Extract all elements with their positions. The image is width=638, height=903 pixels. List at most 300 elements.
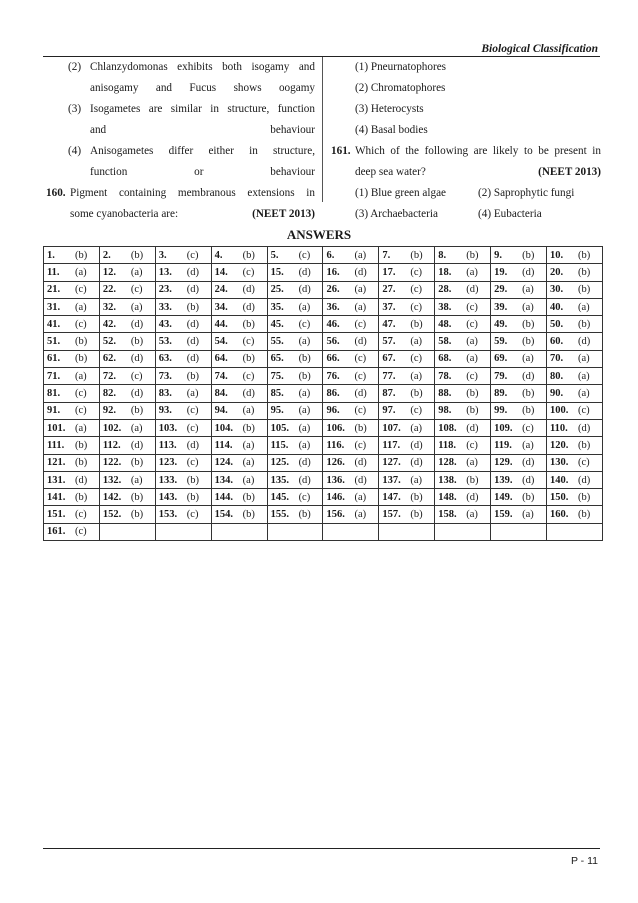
question-number: 111. bbox=[47, 439, 65, 451]
answer-option: (c) bbox=[410, 284, 422, 296]
question-number: 93. bbox=[158, 405, 172, 417]
question-number: 14. bbox=[214, 266, 228, 278]
answer-cell bbox=[435, 385, 491, 402]
answer-cell bbox=[155, 316, 211, 333]
answer-cell bbox=[547, 471, 603, 488]
answer-cell bbox=[547, 454, 603, 471]
answer-option: (b) bbox=[242, 249, 255, 261]
answer-cell bbox=[99, 419, 155, 436]
answer-cell bbox=[267, 368, 323, 385]
answer-option: (b) bbox=[298, 509, 311, 521]
answer-option: (a) bbox=[75, 266, 87, 278]
answer-cell bbox=[155, 264, 211, 281]
answer-cell bbox=[435, 402, 491, 419]
answer-cell bbox=[323, 385, 379, 402]
question-number: 82. bbox=[102, 388, 117, 400]
answer-option: (a) bbox=[578, 301, 590, 313]
answer-option: (b) bbox=[578, 266, 591, 278]
answer-cell bbox=[547, 247, 603, 264]
question-number: 17. bbox=[382, 266, 396, 278]
answer-option: (a) bbox=[466, 336, 478, 348]
question-number: 1. bbox=[47, 249, 55, 261]
question-number: 41. bbox=[47, 318, 61, 330]
answer-cell bbox=[435, 506, 491, 523]
answer-cell bbox=[547, 402, 603, 419]
question-number: 72. bbox=[102, 370, 117, 382]
question-number: 129. bbox=[494, 457, 513, 469]
question-number: 81. bbox=[47, 388, 61, 400]
table-row bbox=[44, 454, 603, 471]
question-number: 117. bbox=[382, 439, 401, 451]
answer-option: (d) bbox=[522, 370, 535, 382]
answer-option: (a) bbox=[242, 474, 255, 486]
answer-option: (a) bbox=[298, 301, 311, 313]
question-number: 94. bbox=[214, 405, 228, 417]
answer-option: (b) bbox=[410, 509, 423, 521]
question-number: 52. bbox=[102, 336, 117, 348]
answer-option: (b) bbox=[186, 474, 200, 486]
answer-option: (b) bbox=[578, 509, 591, 521]
answer-cell bbox=[44, 281, 100, 298]
answer-cell bbox=[99, 333, 155, 350]
option-row: (3) Archaebacteria (4) Eubacteria bbox=[355, 208, 542, 220]
answer-cell bbox=[44, 385, 100, 402]
question-number: 71. bbox=[47, 370, 61, 382]
answer-option: (b) bbox=[75, 439, 88, 451]
question-number: 12. bbox=[102, 266, 117, 278]
answer-cell bbox=[435, 333, 491, 350]
question-number: 56. bbox=[326, 336, 340, 348]
question-number: 36. bbox=[326, 301, 340, 313]
answer-cell bbox=[435, 368, 491, 385]
answer-option: (d) bbox=[298, 474, 311, 486]
answer-option: (a) bbox=[130, 266, 143, 278]
question-number: 86. bbox=[326, 388, 340, 400]
answer-cell bbox=[547, 316, 603, 333]
question-number: 31. bbox=[47, 301, 61, 313]
answer-cell bbox=[323, 350, 379, 367]
question-number: 106. bbox=[326, 422, 345, 434]
answer-cell bbox=[99, 454, 155, 471]
question-number: 158. bbox=[438, 509, 457, 521]
question-number: 35. bbox=[270, 301, 284, 313]
answer-cell bbox=[323, 523, 379, 540]
answer-option: (b) bbox=[522, 249, 535, 261]
answers-heading: ANSWERS bbox=[286, 227, 352, 242]
question-number: 104. bbox=[214, 422, 234, 434]
question-number: 155. bbox=[270, 509, 289, 521]
question-number: 70. bbox=[550, 353, 564, 365]
answer-cell bbox=[44, 333, 100, 350]
footer-rule bbox=[43, 848, 600, 849]
question-number: 161. bbox=[47, 526, 66, 538]
question-number: 97. bbox=[382, 405, 396, 417]
answer-cell bbox=[379, 368, 435, 385]
question-number: 115. bbox=[270, 439, 289, 451]
answer-option: (a) bbox=[242, 457, 255, 469]
answer-option: (b) bbox=[466, 388, 479, 400]
answer-cell bbox=[211, 523, 267, 540]
answer-option: (d) bbox=[354, 457, 367, 469]
answer-option: (a) bbox=[298, 439, 311, 451]
answer-option: (b) bbox=[578, 284, 591, 296]
answer-cell bbox=[267, 506, 323, 523]
question-number: 61. bbox=[47, 353, 61, 365]
answer-option: (c) bbox=[130, 284, 143, 296]
answer-cell bbox=[99, 316, 155, 333]
answer-option: (c) bbox=[75, 509, 87, 521]
answer-cell bbox=[44, 368, 100, 385]
question-number: 24. bbox=[214, 284, 228, 296]
question-number: 105. bbox=[270, 422, 289, 434]
answer-cell bbox=[211, 437, 267, 454]
answer-option: (d) bbox=[522, 457, 535, 469]
answer-option: (b) bbox=[410, 318, 423, 330]
answer-cell bbox=[44, 523, 100, 540]
option-3: (3) Heterocysts bbox=[355, 103, 424, 115]
answer-cell bbox=[155, 247, 211, 264]
answer-cell bbox=[491, 489, 547, 506]
answer-cell bbox=[44, 419, 100, 436]
answer-option: (c) bbox=[75, 318, 87, 330]
answer-option: (d) bbox=[186, 284, 200, 296]
answer-cell bbox=[491, 471, 547, 488]
answer-cell bbox=[267, 437, 323, 454]
answer-cell bbox=[44, 316, 100, 333]
answer-option: (d) bbox=[242, 301, 255, 313]
question-number: 136. bbox=[326, 474, 345, 486]
table-row bbox=[44, 385, 603, 402]
answer-cell bbox=[267, 298, 323, 315]
question-number: 99. bbox=[494, 405, 508, 417]
answer-cell bbox=[547, 368, 603, 385]
answer-cell bbox=[491, 298, 547, 315]
question-number: 141. bbox=[47, 491, 66, 503]
answer-cell bbox=[379, 385, 435, 402]
question-number: 100. bbox=[550, 405, 569, 417]
answer-option: (d) bbox=[354, 266, 367, 278]
answer-option: (a) bbox=[354, 284, 367, 296]
question-number: 118. bbox=[438, 439, 457, 451]
answer-option: (d) bbox=[466, 422, 479, 434]
answer-option: (a) bbox=[410, 370, 422, 382]
answer-cell bbox=[267, 523, 323, 540]
answer-cell bbox=[211, 402, 267, 419]
question-number: 143. bbox=[158, 491, 178, 503]
answer-cell bbox=[211, 264, 267, 281]
answer-cell bbox=[99, 523, 155, 540]
question-number: 5. bbox=[270, 249, 279, 261]
question-number: 91. bbox=[47, 405, 61, 417]
answer-option: (b) bbox=[130, 336, 144, 348]
answer-option: (b) bbox=[522, 336, 535, 348]
answer-cell bbox=[155, 523, 211, 540]
answer-cell bbox=[323, 281, 379, 298]
answer-option: (c) bbox=[466, 301, 478, 313]
question-number: 28. bbox=[438, 284, 452, 296]
answer-cell bbox=[379, 247, 435, 264]
answer-cell bbox=[379, 437, 435, 454]
answer-option: (c) bbox=[298, 318, 311, 330]
answer-cell bbox=[491, 316, 547, 333]
answer-option: (b) bbox=[75, 491, 88, 503]
column-divider bbox=[322, 57, 323, 202]
question-number: 103. bbox=[158, 422, 178, 434]
answer-cell bbox=[211, 471, 267, 488]
answer-option: (b) bbox=[186, 301, 200, 313]
answer-option: (c) bbox=[75, 526, 87, 538]
table-row bbox=[44, 506, 603, 523]
answer-cell bbox=[267, 281, 323, 298]
answer-cell bbox=[211, 454, 267, 471]
table-row bbox=[44, 281, 603, 298]
question-number: 25. bbox=[270, 284, 284, 296]
answer-cell bbox=[99, 437, 155, 454]
option-2: (2) Chromatophores bbox=[355, 82, 446, 94]
answer-cell bbox=[379, 454, 435, 471]
question-number: 77. bbox=[382, 370, 396, 382]
answer-cell bbox=[99, 298, 155, 315]
answer-cell bbox=[491, 247, 547, 264]
question-number: 49. bbox=[494, 318, 508, 330]
question-number: 6. bbox=[326, 249, 335, 261]
question-number: 50. bbox=[550, 318, 564, 330]
question-number: 73. bbox=[158, 370, 172, 382]
question-number: 84. bbox=[214, 388, 228, 400]
answer-option: (b) bbox=[578, 439, 591, 451]
answer-cell bbox=[99, 247, 155, 264]
left-column bbox=[46, 57, 315, 225]
answer-cell bbox=[323, 368, 379, 385]
question-number: 137. bbox=[382, 474, 401, 486]
answer-option: (d) bbox=[130, 439, 144, 451]
answer-cell bbox=[379, 523, 435, 540]
answer-option: (d) bbox=[130, 353, 144, 365]
answer-cell bbox=[99, 506, 155, 523]
question-number: 95. bbox=[270, 405, 284, 417]
answer-option: (b) bbox=[354, 422, 367, 434]
answer-option: (a) bbox=[298, 388, 311, 400]
answer-cell bbox=[323, 437, 379, 454]
answer-option: (b) bbox=[75, 249, 88, 261]
answer-cell bbox=[99, 350, 155, 367]
question-number: 108. bbox=[438, 422, 457, 434]
question-number: 128. bbox=[438, 457, 457, 469]
question-number: 114. bbox=[214, 439, 233, 451]
answer-cell bbox=[547, 489, 603, 506]
answer-option: (c) bbox=[242, 336, 255, 348]
answer-cell bbox=[267, 264, 323, 281]
answer-cell bbox=[435, 247, 491, 264]
answer-cell bbox=[379, 350, 435, 367]
question-number: 109. bbox=[494, 422, 513, 434]
answer-cell bbox=[491, 523, 547, 540]
answer-cell bbox=[547, 333, 603, 350]
answer-cell bbox=[44, 402, 100, 419]
question-160: 160. Pigment containing membranous extensions in some cyanobacteria are: (NEET 2013) bbox=[46, 183, 315, 225]
answer-cell bbox=[155, 419, 211, 436]
question-number: 125. bbox=[270, 457, 289, 469]
question-number: 60. bbox=[550, 336, 564, 348]
answer-option: (b) bbox=[186, 370, 200, 382]
answer-option: (b) bbox=[298, 353, 311, 365]
answer-cell bbox=[155, 437, 211, 454]
answer-option: (c) bbox=[578, 405, 590, 417]
answer-option: (a) bbox=[354, 509, 367, 521]
question-number: 80. bbox=[550, 370, 564, 382]
question-number: 13. bbox=[158, 266, 172, 278]
table-row bbox=[44, 298, 603, 315]
answer-option: (a) bbox=[186, 388, 199, 400]
question-number: 11. bbox=[47, 266, 60, 278]
question-number: 3. bbox=[158, 249, 167, 261]
answer-option: (b) bbox=[410, 388, 423, 400]
answer-option: (a) bbox=[466, 509, 478, 521]
answer-cell bbox=[379, 281, 435, 298]
question-number: 66. bbox=[326, 353, 340, 365]
answer-cell bbox=[491, 350, 547, 367]
answer-cell bbox=[44, 489, 100, 506]
question-number: 138. bbox=[438, 474, 457, 486]
question-number: 32. bbox=[102, 301, 117, 313]
answer-cell bbox=[211, 506, 267, 523]
page-number: P - 11 bbox=[570, 855, 598, 867]
answer-cell bbox=[211, 385, 267, 402]
answer-option: (b) bbox=[522, 405, 535, 417]
answer-cell bbox=[491, 281, 547, 298]
answer-option: (c) bbox=[186, 509, 199, 521]
answer-option: (d) bbox=[522, 474, 535, 486]
question-number: 43. bbox=[158, 318, 172, 330]
answer-cell bbox=[379, 489, 435, 506]
answer-option: (a) bbox=[242, 439, 255, 451]
answer-cell bbox=[155, 402, 211, 419]
table-row bbox=[44, 316, 603, 333]
question-number: 107. bbox=[382, 422, 401, 434]
answer-option: (c) bbox=[298, 491, 311, 503]
answer-cell bbox=[435, 350, 491, 367]
answer-option: (b) bbox=[522, 388, 535, 400]
answer-option: (d) bbox=[186, 353, 200, 365]
answer-option: (b) bbox=[578, 318, 591, 330]
question-number: 140. bbox=[550, 474, 569, 486]
answer-option: (a) bbox=[466, 457, 478, 469]
question-number: 78. bbox=[438, 370, 452, 382]
answer-cell bbox=[491, 454, 547, 471]
question-number: 156. bbox=[326, 509, 345, 521]
question-number: 62. bbox=[102, 353, 117, 365]
answer-option: (a) bbox=[354, 249, 367, 261]
answer-cell bbox=[379, 506, 435, 523]
answer-cell bbox=[323, 471, 379, 488]
answer-cell bbox=[435, 471, 491, 488]
question-number: 33. bbox=[158, 301, 172, 313]
question-number: 142. bbox=[102, 491, 122, 503]
answer-option: (b) bbox=[578, 491, 591, 503]
answer-option: (c) bbox=[75, 405, 87, 417]
answer-option: (a) bbox=[410, 336, 422, 348]
answer-option: (b) bbox=[522, 318, 535, 330]
answer-cell bbox=[44, 471, 100, 488]
answer-cell bbox=[155, 489, 211, 506]
answer-option: (a) bbox=[578, 388, 590, 400]
table-row bbox=[44, 247, 603, 264]
answer-option: (b) bbox=[522, 491, 535, 503]
question-number: 16. bbox=[326, 266, 340, 278]
question-number: 64. bbox=[214, 353, 228, 365]
answer-option: (c) bbox=[354, 318, 367, 330]
question-number: 127. bbox=[382, 457, 401, 469]
answer-option: (d) bbox=[186, 439, 200, 451]
answer-cell bbox=[323, 506, 379, 523]
question-number: 149. bbox=[494, 491, 513, 503]
answer-cell bbox=[435, 264, 491, 281]
question-number: 18. bbox=[438, 266, 452, 278]
question-number: 7. bbox=[382, 249, 391, 261]
exam-tag: (NEET 2013) bbox=[538, 166, 601, 178]
answer-cell bbox=[155, 281, 211, 298]
question-number: 79. bbox=[494, 370, 508, 382]
answer-cell bbox=[323, 333, 379, 350]
answer-option: (b) bbox=[242, 318, 255, 330]
answer-option: (d) bbox=[522, 266, 535, 278]
question-number: 26. bbox=[326, 284, 340, 296]
answer-option: (d) bbox=[354, 388, 367, 400]
answer-option: (c) bbox=[186, 249, 199, 261]
answer-option: (b) bbox=[130, 491, 144, 503]
answer-option: (c) bbox=[354, 370, 367, 382]
question-number: 133. bbox=[158, 474, 178, 486]
answer-option: (b) bbox=[130, 457, 144, 469]
answer-option: (a) bbox=[130, 422, 143, 434]
answer-cell bbox=[323, 316, 379, 333]
answer-option: (c) bbox=[354, 353, 367, 365]
answer-option: (a) bbox=[466, 266, 478, 278]
question-number: 54. bbox=[214, 336, 228, 348]
question-number: 123. bbox=[158, 457, 178, 469]
answer-cell bbox=[267, 471, 323, 488]
answer-option: (d) bbox=[186, 266, 200, 278]
answer-option: (b) bbox=[186, 491, 200, 503]
question-number: 38. bbox=[438, 301, 452, 313]
answer-option: (c) bbox=[354, 439, 367, 451]
question-number: 116. bbox=[326, 439, 345, 451]
answer-option: (c) bbox=[298, 249, 311, 261]
answer-option: (d) bbox=[75, 474, 88, 486]
answer-cell bbox=[435, 437, 491, 454]
question-number: 132. bbox=[102, 474, 122, 486]
answer-cell bbox=[547, 298, 603, 315]
answer-cell bbox=[44, 454, 100, 471]
answer-cell bbox=[547, 419, 603, 436]
answer-option: (c) bbox=[242, 266, 255, 278]
question-number: 2. bbox=[102, 249, 111, 261]
question-number: 122. bbox=[102, 457, 122, 469]
answer-cell bbox=[99, 385, 155, 402]
question-number: 30. bbox=[550, 284, 564, 296]
question-number: 146. bbox=[326, 491, 345, 503]
answer-option: (b) bbox=[298, 370, 311, 382]
question-number: 59. bbox=[494, 336, 508, 348]
question-number: 131. bbox=[47, 474, 66, 486]
answer-option: (a) bbox=[298, 422, 311, 434]
answer-option: (a) bbox=[522, 284, 534, 296]
question-number: 159. bbox=[494, 509, 513, 521]
answer-option: (a) bbox=[75, 301, 87, 313]
answer-cell bbox=[155, 350, 211, 367]
question-number: 9. bbox=[494, 249, 502, 261]
question-number: 53. bbox=[158, 336, 172, 348]
